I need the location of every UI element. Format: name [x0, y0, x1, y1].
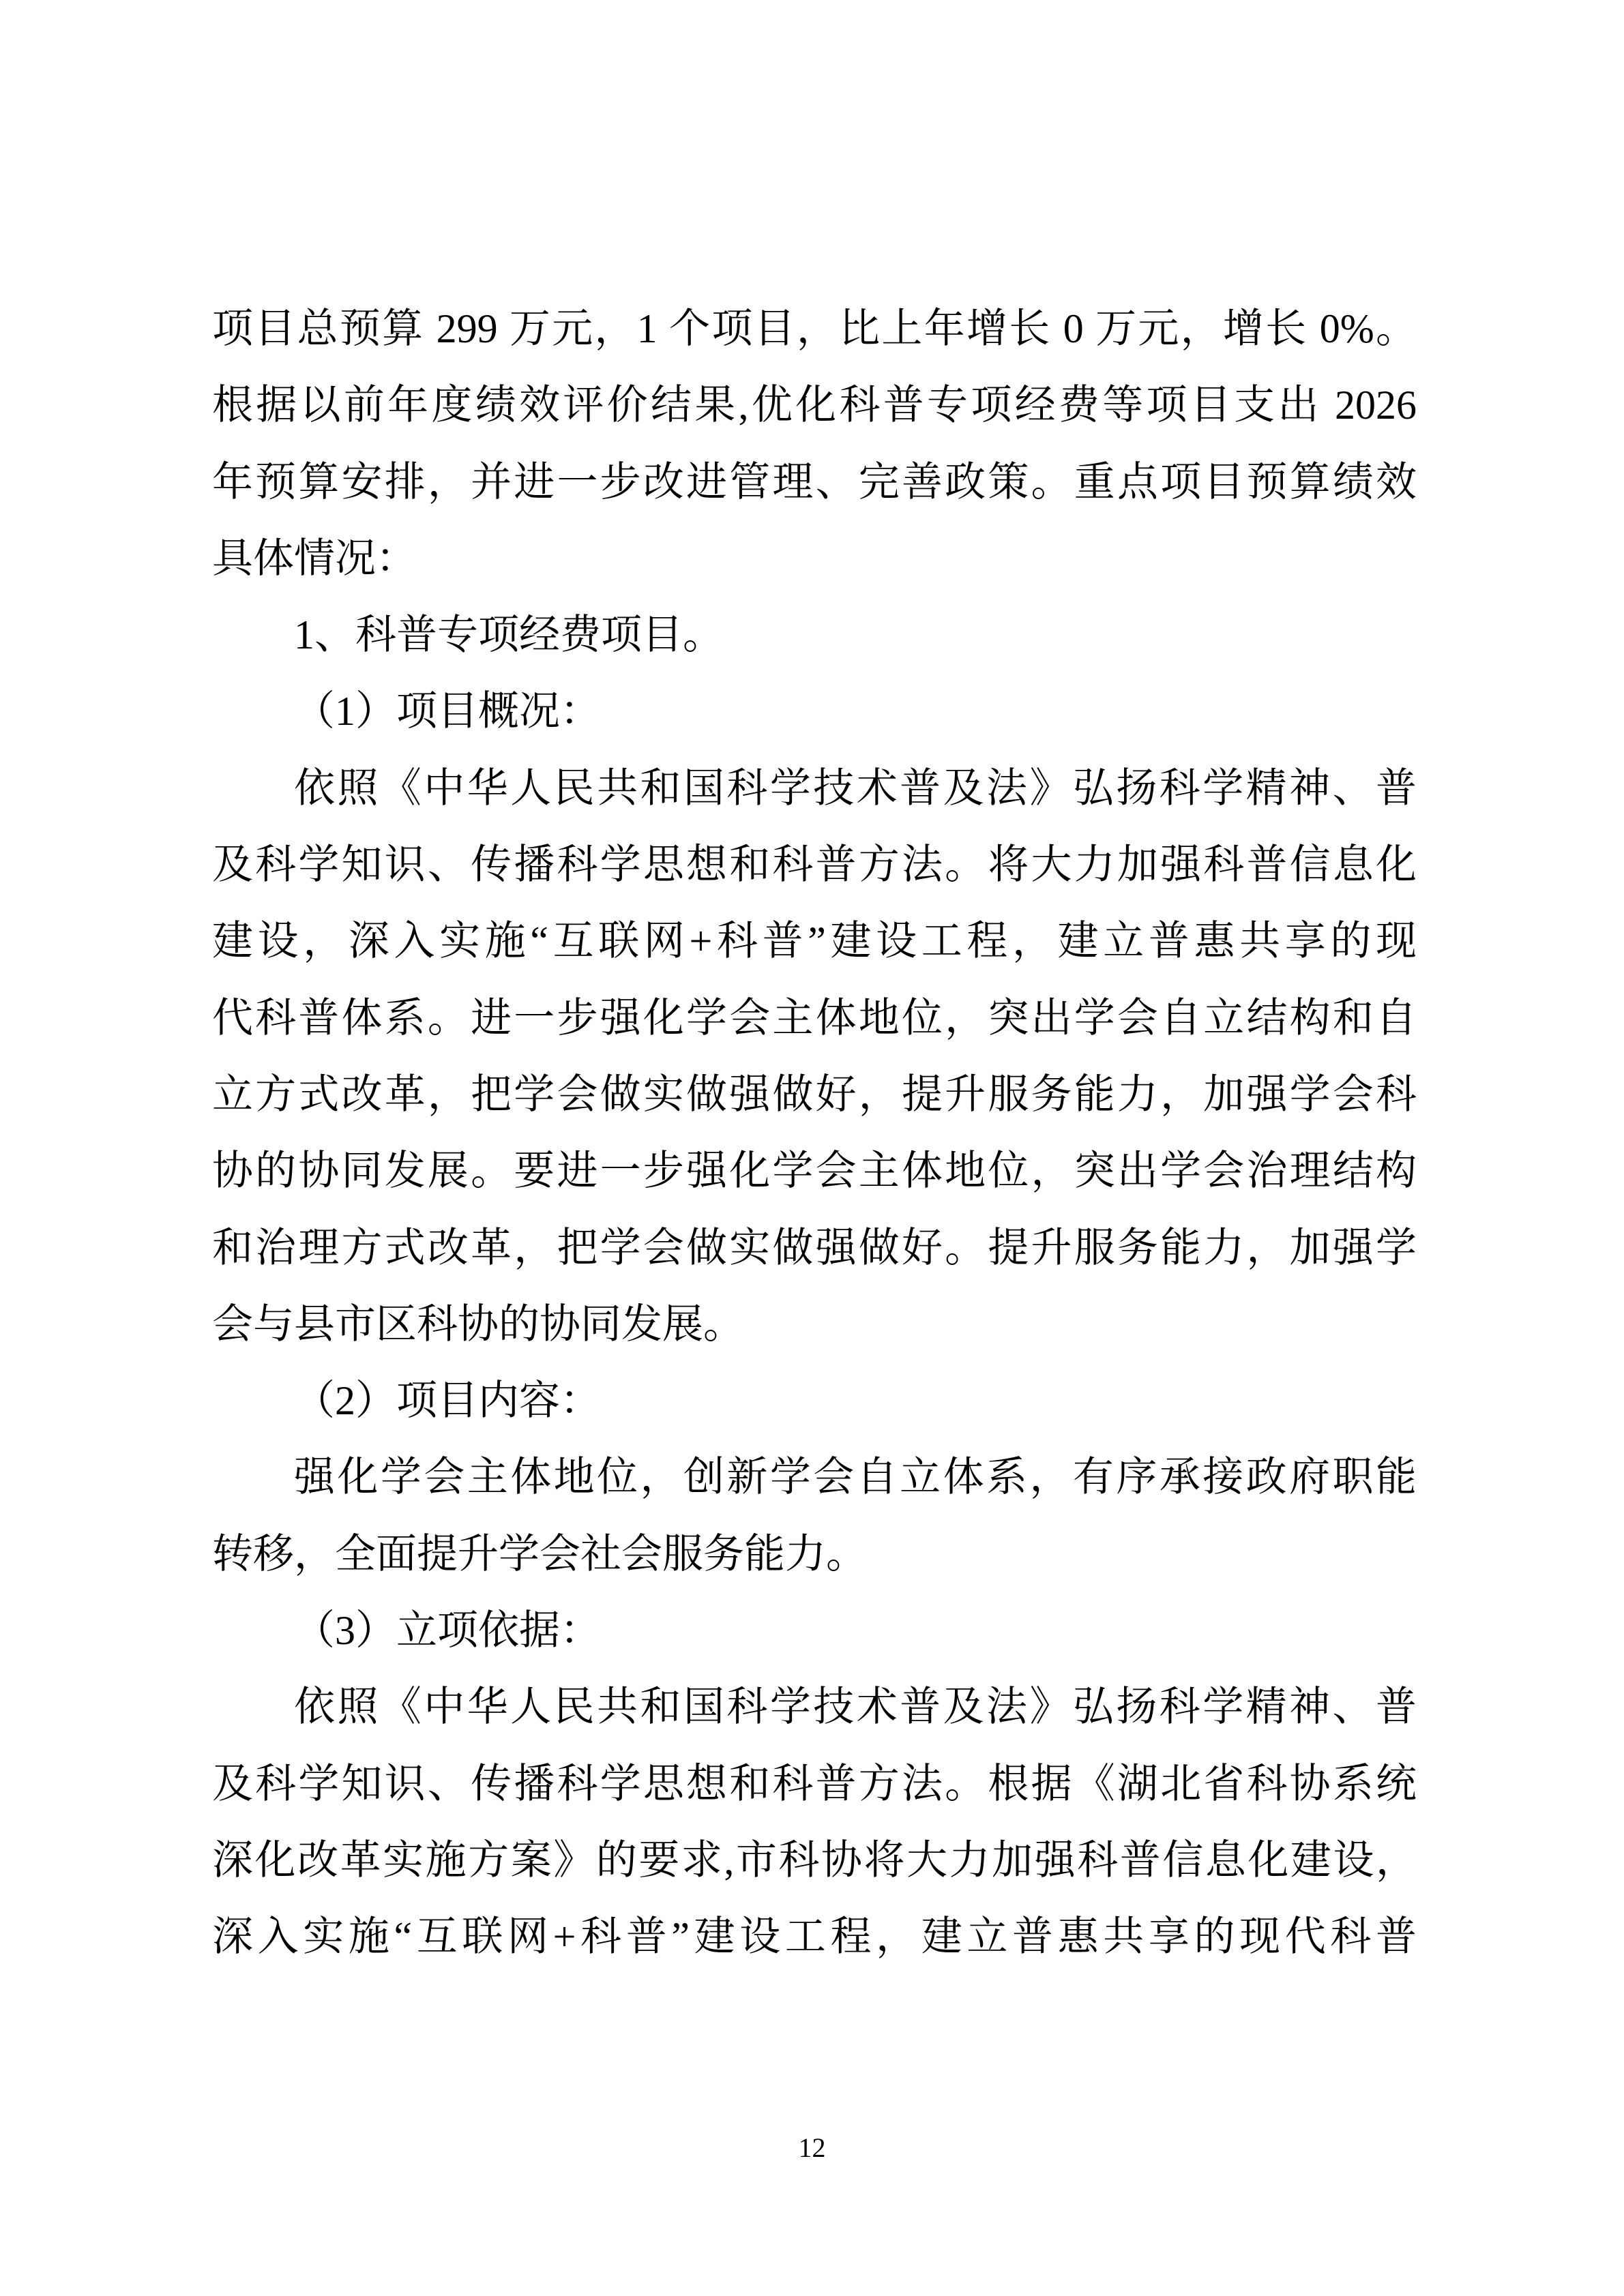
text-line: 协的协同发展。要进一步强化学会主体地位，突出学会治理结构	[212, 1148, 1417, 1194]
text-line: 及科学知识、传播科学思想和科普方法。将大力加强科普信息化	[212, 842, 1417, 888]
text-line: 立方式改革，把学会做实做强做好，提升服务能力，加强学会科	[212, 1071, 1417, 1117]
text-line: 年预算安排，并进一步改进管理、完善政策。重点项目预算绩效	[212, 459, 1417, 505]
text-line: 项目总预算 299 万元，1 个项目，比上年增长 0 万元，增长 0%。	[212, 306, 1417, 351]
text-line: 及科学知识、传播科学思想和科普方法。根据《湖北省科协系统	[212, 1761, 1417, 1806]
text-line: 深入实施“互联网+科普”建设工程，建立普惠共享的现代科普	[212, 1914, 1417, 1960]
text-line: 代科普体系。进一步强化学会主体地位，突出学会自立结构和自	[212, 995, 1417, 1041]
text-line: 强化学会主体地位，创新学会自立体系，有序承接政府职能	[294, 1455, 1417, 1500]
text-line: （1）项目概况：	[294, 689, 601, 734]
text-line: 深化改革实施方案》的要求,市科协将大力加强科普信息化建设，	[212, 1837, 1417, 1883]
text-line: （2）项目内容：	[294, 1378, 601, 1424]
text-line: 建设，深入实施“互联网+科普”建设工程，建立普惠共享的现	[212, 919, 1417, 964]
text-line: 依照《中华人民共和国科学技术普及法》弘扬科学精神、普	[294, 1684, 1417, 1730]
text-line: 和治理方式改革，把学会做实做强做好。提升服务能力，加强学	[212, 1225, 1417, 1270]
text-line: 转移，全面提升学会社会服务能力。	[212, 1531, 867, 1577]
text-line: 会与县市区科协的协同发展。	[212, 1301, 744, 1347]
text-line: 依照《中华人民共和国科学技术普及法》弘扬科学精神、普	[294, 765, 1417, 811]
text-block	[212, 290, 1417, 1976]
text-line: （3）立项依据：	[294, 1608, 601, 1654]
page-number: 12	[798, 2132, 826, 2163]
text-line: 根据以前年度绩效评价结果,优化科普专项经费等项目支出 2026	[212, 383, 1417, 428]
text-line: 具体情况：	[212, 535, 417, 581]
text-line: 1、科普专项经费项目。	[294, 612, 724, 658]
